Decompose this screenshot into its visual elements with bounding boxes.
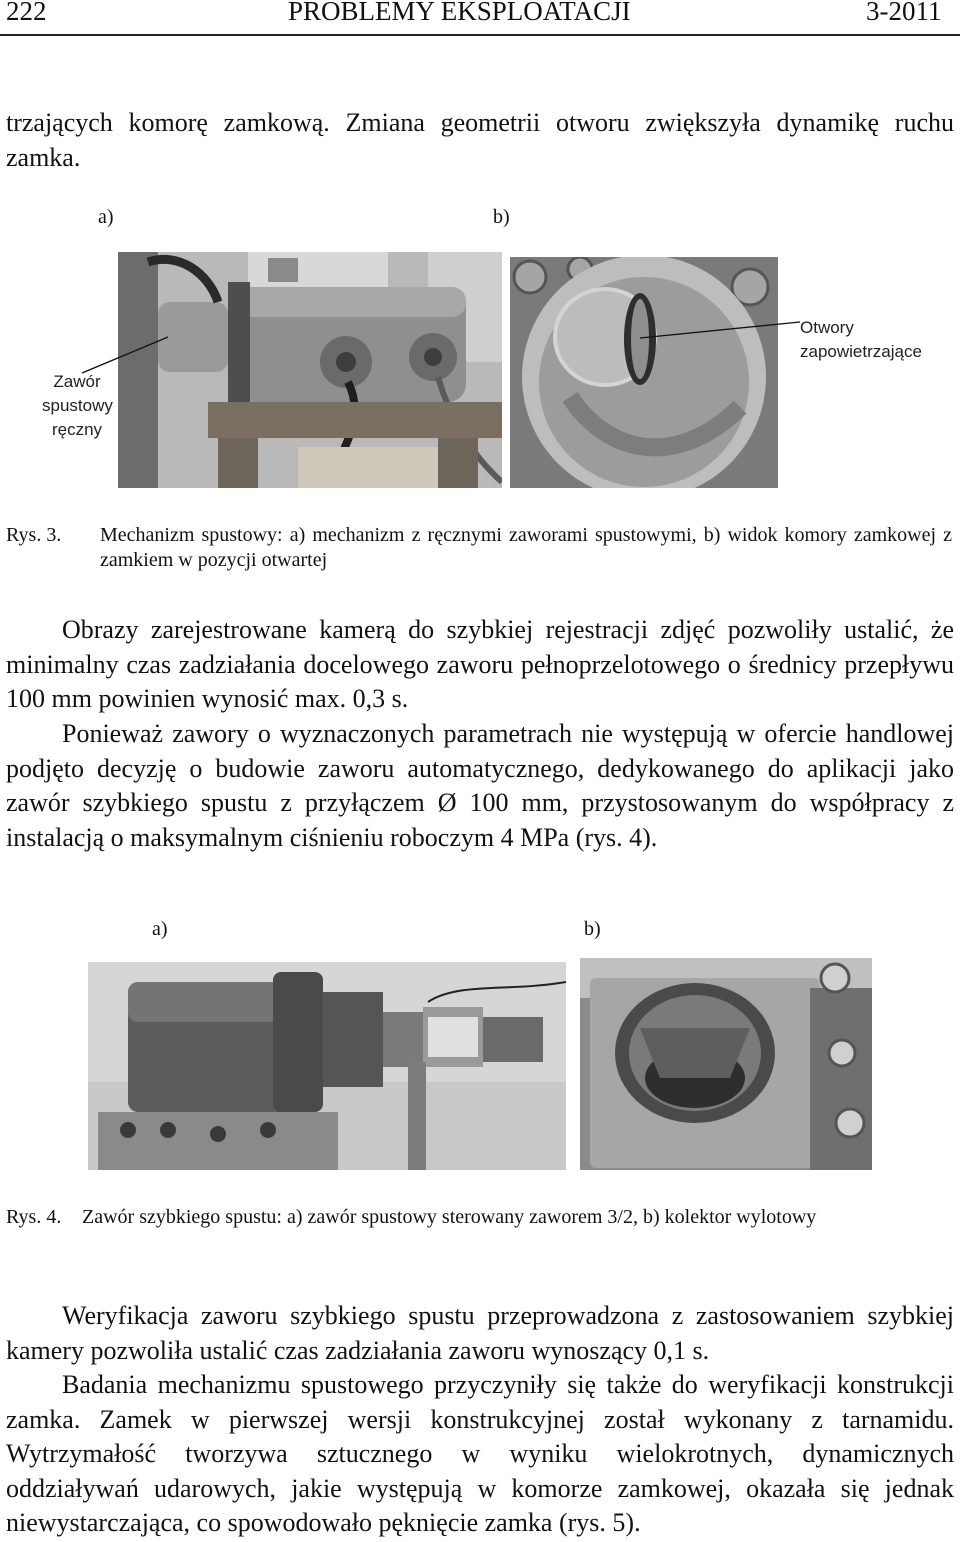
fig4-label-b: b) — [584, 918, 601, 940]
annotation-line: zapowietrzające — [800, 342, 922, 361]
annotation-line: Otwory — [800, 318, 854, 337]
fig4-label-a: a) — [152, 918, 168, 940]
paragraph-3-text: Weryfikacja zaworu szybkiego spustu przeprowadzona z zastosowaniem szybkiej kamery pozwoliła ustalić czas zadziałania zaworu wynoszący 0,1 s. — [6, 1301, 954, 1365]
fig3-caption-text: Mechanizm spustowy: a) mechanizm z ręcznymi zaworami spustowymi, b) widok komory zamkowej z zamkiem w pozycji otwartej — [100, 524, 952, 571]
page-number: 222 — [6, 0, 47, 26]
annotation-line: Zawór — [53, 372, 101, 391]
fig3-label-a: a) — [98, 206, 114, 228]
fig3-label-b: b) — [493, 206, 510, 228]
paragraph-1 — [6, 613, 954, 717]
journal-title: PROBLEMY EKSPLOATACJI — [288, 0, 631, 26]
fig3-caption-number: Rys. 3. — [6, 524, 62, 546]
paragraph-2 — [6, 717, 954, 855]
fig3-leader-lines — [0, 0, 960, 500]
fig4-photo-b-outlet-manifold — [580, 958, 872, 1170]
fig4-caption-text: Zawór szybkiego spustu: a) zawór spustowy sterowany zaworem 3/2, b) kolektor wylotowy — [82, 1206, 817, 1228]
fig4-caption-number: Rys. 4. — [6, 1206, 62, 1228]
annotation-line: ręczny — [51, 420, 103, 439]
paragraph-4-text: Badania mechanizmu spustowego przyczyniły się także do weryfikacji konstrukcji zamka. Zamek w pierwszej wersji konstrukcyjnej został wykonany z tarnamidu. Wytrzymałość tworzywa sztucznego w wyniku wielokrotnych, dynamicznych oddziaływań udarowych, jakie występują w komorze zamkowej, okazała się jednak niewystarczająca, co spowodowało pęknięcie zamka (rys. 5). — [6, 1370, 954, 1537]
paragraph-2-text: Ponieważ zawory o wyznaczonych parametrach nie występują w ofercie handlowej podjęto decyzję o budowie zaworu automatycznego, dedykowanego do aplikacji jako zawór szybkiego spustu z przyłączem Ø 100 mm, przystosowanym do współpracy z instalacją o maksymalnym ciśnieniu roboczym 4 MPa (rys. 4). — [6, 719, 954, 852]
intro-paragraph: trzających komorę zamkową. Zmiana geometrii otworu zwiększyła dynamikę ruchu zamka. — [6, 108, 954, 172]
paragraph-4 — [6, 1368, 954, 1541]
paragraph-1-text: Obrazy zarejestrowane kamerą do szybkiej rejestracji zdjęć pozwoliły ustalić, że minimalny czas zadziałania docelowego zaworu pełnoprzelotowego o średnicy przepływu 100 mm powinien wynosić max. 0,3 s. — [6, 615, 954, 713]
fig4-photo-a-drain-valve — [88, 962, 566, 1170]
issue-number: 3-2011 — [866, 0, 942, 26]
annotation-line: spustowy — [42, 396, 113, 415]
paragraph-3 — [6, 1299, 954, 1368]
